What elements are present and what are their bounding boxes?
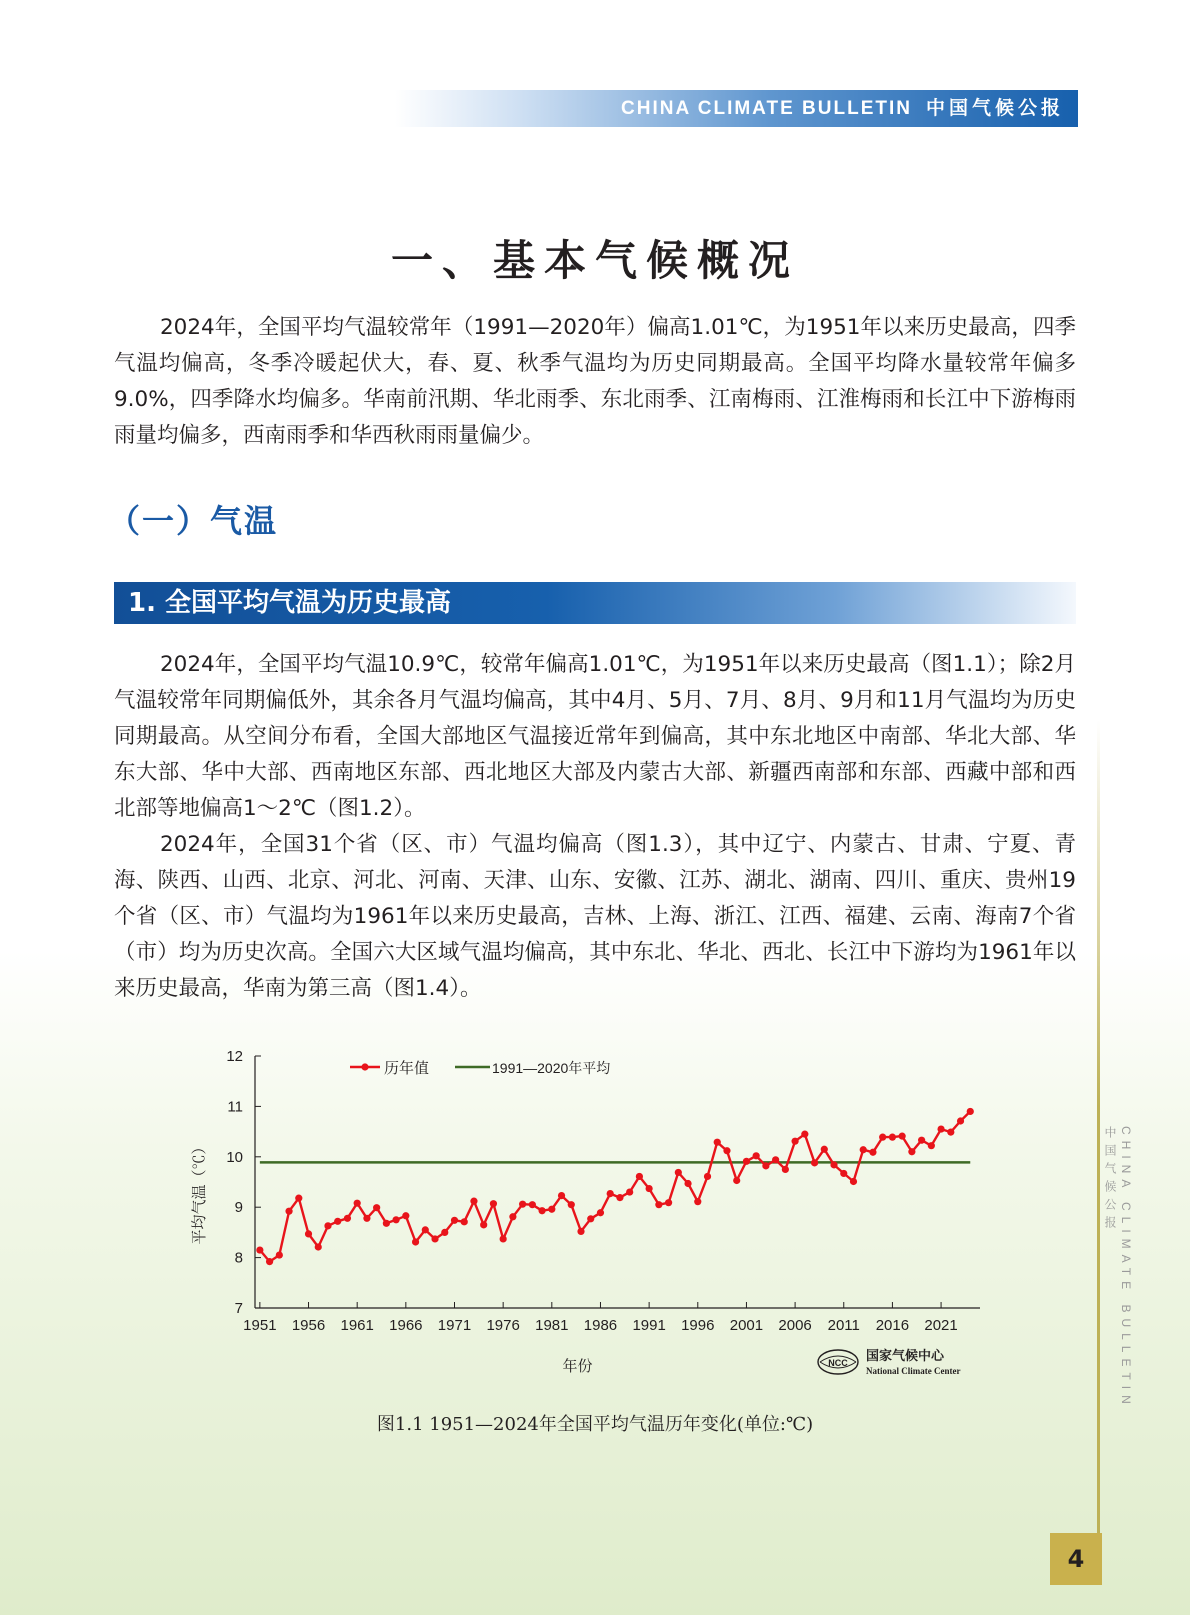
data-point <box>801 1131 808 1138</box>
data-point <box>519 1201 526 1208</box>
subsubsection-title: 1. 全国平均气温为历史最高 <box>114 582 1076 624</box>
y-tick-label: 11 <box>227 1098 243 1116</box>
data-point <box>694 1198 701 1205</box>
page-number: 4 <box>1050 1533 1102 1585</box>
y-axis-label: 平均气温（℃） <box>191 1139 208 1245</box>
x-tick-label: 1976 <box>486 1317 520 1334</box>
y-tick-label: 7 <box>234 1300 243 1317</box>
data-point <box>830 1161 837 1168</box>
data-point <box>889 1134 896 1141</box>
data-point <box>441 1229 448 1236</box>
data-point <box>908 1148 915 1155</box>
data-point <box>869 1149 876 1156</box>
side-label-en: CHINA CLIMATE BULLETIN <box>1119 1126 1133 1410</box>
data-point <box>947 1129 954 1136</box>
data-point <box>714 1139 721 1146</box>
side-label <box>1103 1102 1133 1522</box>
header-band <box>395 90 1078 127</box>
data-point <box>655 1201 662 1208</box>
data-point <box>665 1199 672 1206</box>
data-point <box>431 1235 438 1242</box>
data-point <box>753 1152 760 1159</box>
data-point <box>723 1147 730 1154</box>
x-tick-label: 2006 <box>778 1317 812 1334</box>
y-tick-label: 8 <box>234 1249 243 1267</box>
data-point <box>772 1156 779 1163</box>
data-point <box>558 1192 565 1199</box>
body-paragraph-2: 2024年，全国31个省（区、市）气温均偏高（图1.3），其中辽宁、内蒙古、甘肃、宁夏、青海、陕西、山西、北京、河北、河南、天津、山东、安徽、江苏、湖北、湖南、四川、重庆、贵州19个省（区、市）气温均为1961年以来历史最高，吉林、上海、浙江、江西、福建、云南、海南7个省（市）均为历史次高。全国六大区域气温均偏高，其中东北、华北、西北、长江中下游均为1961年以来历史最高，华南为第三高（图1.4）。 <box>114 832 1076 1001</box>
data-point <box>607 1190 614 1197</box>
data-point <box>879 1134 886 1141</box>
data-point <box>616 1194 623 1201</box>
data-point <box>402 1212 409 1219</box>
data-point <box>509 1213 516 1220</box>
data-point <box>461 1218 468 1225</box>
data-point <box>577 1228 584 1235</box>
data-point <box>354 1200 361 1207</box>
data-point <box>490 1200 497 1207</box>
data-point <box>548 1206 555 1213</box>
data-point <box>324 1222 331 1229</box>
x-tick-label: 2001 <box>729 1317 764 1334</box>
data-point <box>684 1180 691 1187</box>
x-tick-label: 2021 <box>924 1317 958 1334</box>
data-point <box>276 1251 283 1258</box>
data-point <box>480 1221 487 1228</box>
body-paragraph-1: 2024年，全国平均气温10.9℃，较常年偏高1.01℃，为1951年以来历史最高（图1.1）；除2月气温较常年同期偏低外，其余各月气温均偏高，其中4月、5月、7月、8月、9月和11月气温均为历史同期最高。从空间分布看，全国大部地区气温接近常年到偏高，其中东北地区中南部、华北大部、华东大部、华中大部、西南地区东部、西北地区大部及内蒙古大部、新疆西南部和东部、西藏中部和西北部等地偏高1～2℃（图1.2）。 <box>114 652 1076 821</box>
data-point <box>587 1215 594 1222</box>
annual-temperature-line <box>260 1111 970 1261</box>
data-point <box>743 1158 750 1165</box>
data-point <box>412 1238 419 1245</box>
figure-caption: 图1.1 1951—2024年全国平均气温历年变化(单位:℃) <box>376 1414 814 1435</box>
data-point <box>840 1170 847 1177</box>
x-tick-label: 2011 <box>827 1317 860 1334</box>
data-point <box>315 1243 322 1250</box>
data-point <box>675 1169 682 1176</box>
data-point <box>295 1195 302 1202</box>
data-point <box>811 1159 818 1166</box>
logo-text-zh: 国家气候中心 <box>866 1348 945 1363</box>
y-tick-label: 9 <box>234 1199 243 1217</box>
data-point <box>899 1133 906 1140</box>
intro-paragraph: 2024年，全国平均气温较常年（1991—2020年）偏高1.01℃，为1951年以来历史最高，四季气温均偏高，冬季冷暖起伏大，春、夏、秋季气温均为历史同期最高。全国平均降水量较常年偏多9.0%，四季降水均偏多。华南前汛期、华北雨季、东北雨季、江南梅雨、江淮梅雨和长江中下游梅雨雨量均偏多，西南雨季和华西秋雨雨量偏少。 <box>114 315 1076 448</box>
y-tick-label: 10 <box>226 1148 243 1166</box>
section-title: 一、基本气候概况 <box>390 236 799 285</box>
data-point <box>821 1146 828 1153</box>
data-point <box>266 1258 273 1265</box>
subsection-title: （一）气温 <box>108 502 279 540</box>
x-tick-label: 1996 <box>681 1317 715 1334</box>
x-tick-label: 1956 <box>291 1317 326 1334</box>
data-point <box>762 1162 769 1169</box>
y-tick-label: 12 <box>226 1048 243 1065</box>
data-point <box>422 1226 429 1233</box>
data-point <box>500 1235 507 1242</box>
header-title-en: CHINA CLIMATE BULLETIN <box>621 98 912 119</box>
data-point <box>597 1209 604 1216</box>
logo-text-en: National Climate Center <box>866 1366 961 1376</box>
chart-axes <box>191 1048 980 1375</box>
side-decoration-bar <box>1097 720 1100 1580</box>
data-point <box>285 1208 292 1215</box>
data-point <box>918 1137 925 1144</box>
data-point <box>860 1146 867 1153</box>
data-point <box>393 1216 400 1223</box>
legend-marker-annual <box>361 1063 368 1070</box>
data-point <box>373 1204 380 1211</box>
data-point <box>626 1188 633 1195</box>
data-point <box>538 1207 545 1214</box>
data-point <box>334 1218 341 1225</box>
data-point <box>928 1142 935 1149</box>
x-tick-label: 1971 <box>437 1317 472 1334</box>
data-point <box>646 1185 653 1192</box>
x-axis-label: 年份 <box>562 1358 593 1375</box>
logo-badge: NCC <box>828 1358 848 1368</box>
legend-label-average: 1991—2020年平均 <box>492 1060 611 1076</box>
side-label-zh: 中国气候公报 <box>1103 1126 1117 1234</box>
data-point <box>344 1215 351 1222</box>
temperature-chart <box>180 1040 1010 1405</box>
data-point <box>568 1201 575 1208</box>
data-point <box>636 1173 643 1180</box>
x-tick-label: 1961 <box>340 1317 374 1334</box>
data-point <box>383 1220 390 1227</box>
ncc-logo <box>818 1348 960 1376</box>
data-point <box>529 1201 536 1208</box>
x-tick-label: 1986 <box>583 1317 618 1334</box>
data-point <box>792 1138 799 1145</box>
data-point <box>850 1178 857 1185</box>
data-point <box>733 1177 740 1184</box>
x-tick-label: 2016 <box>875 1317 910 1334</box>
data-point <box>363 1215 370 1222</box>
header-title-zh: 中国气候公报 <box>925 98 1064 119</box>
data-point <box>957 1117 964 1124</box>
data-point <box>782 1166 789 1173</box>
x-tick-label: 1991 <box>632 1317 666 1334</box>
x-tick-label: 1951 <box>243 1317 277 1334</box>
data-point <box>937 1125 944 1132</box>
x-tick-label: 1966 <box>389 1317 423 1334</box>
data-point <box>305 1230 312 1237</box>
data-point <box>704 1173 711 1180</box>
legend-label-annual: 历年值 <box>384 1060 430 1077</box>
data-point <box>451 1217 458 1224</box>
data-point <box>470 1198 477 1205</box>
data-point <box>256 1246 263 1253</box>
data-point <box>967 1108 974 1115</box>
x-tick-label: 1981 <box>535 1317 569 1334</box>
